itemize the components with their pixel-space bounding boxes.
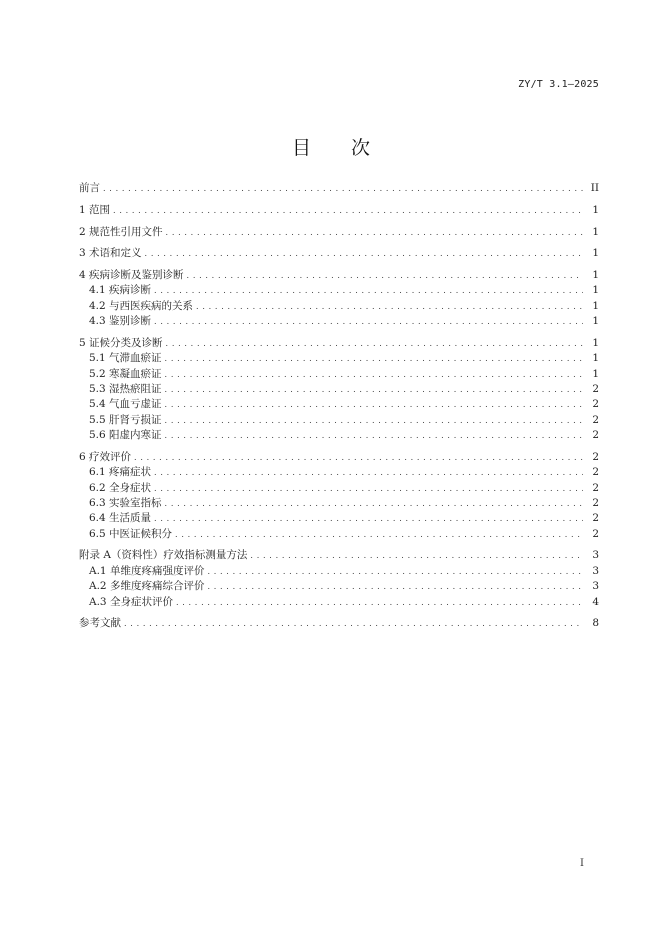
toc-entry-page: 2 [592, 512, 599, 525]
toc-entry[interactable] [79, 480, 599, 495]
toc-entry-page: 1 [592, 268, 599, 281]
toc-leader-dots [154, 465, 583, 480]
toc-entry-label: 附录 A（资料性）疗效指标测量方法 [79, 549, 248, 562]
toc-entry-label: 6.2 全身症状 [89, 481, 152, 494]
toc-entry-label: 3 术语和定义 [79, 247, 142, 260]
toc-leader-dots [250, 548, 583, 563]
toc-entry[interactable] [79, 465, 599, 480]
toc-leader-dots [165, 351, 583, 366]
toc-entry[interactable] [79, 511, 599, 526]
toc-entry[interactable] [79, 203, 599, 218]
toc-entry[interactable] [79, 548, 599, 563]
toc-entry[interactable] [79, 299, 599, 314]
toc-entry-label: 5.2 寒凝血瘀证 [89, 367, 162, 380]
toc-entry-page: 1 [592, 367, 599, 380]
toc-entry-page: 2 [592, 466, 599, 479]
toc-leader-dots [134, 450, 583, 465]
toc-leader-dots [113, 203, 583, 218]
toc-leader-dots [166, 225, 583, 240]
toc-entry-label: 6.4 生活质量 [89, 512, 152, 525]
toc-entry-label: 5.3 湿热瘀阻证 [89, 382, 162, 395]
toc-entry[interactable] [79, 564, 599, 579]
toc-entry-label: 4.1 疾病诊断 [89, 284, 152, 297]
toc-entry-page: 2 [592, 450, 599, 463]
toc-entry-page: 1 [592, 247, 599, 260]
toc-leader-dots [165, 496, 583, 511]
toc-entry[interactable] [79, 336, 599, 351]
toc-entry-page: 1 [592, 315, 599, 328]
toc-leader-dots [196, 299, 583, 314]
toc-entry-page: 2 [592, 413, 599, 426]
toc-entry-page: 2 [592, 497, 599, 509]
toc-entry[interactable] [79, 246, 599, 261]
toc-entry-label: A.2 多维度疼痛综合评价 [89, 580, 205, 593]
toc-entry-page: 1 [592, 299, 599, 312]
toc-entry-label: 4.2 与西医疾病的关系 [89, 299, 194, 312]
toc-entry-label: 5.4 气血亏虚证 [89, 398, 162, 411]
toc-entry[interactable] [79, 283, 599, 298]
toc-entry-page: 3 [592, 564, 599, 577]
toc-leader-dots [154, 283, 583, 298]
toc-entry-label: 前言 [79, 182, 100, 195]
toc-entry-page: 2 [592, 527, 599, 540]
toc-entry[interactable] [79, 351, 599, 366]
toc-entry[interactable] [79, 181, 599, 196]
toc-entry[interactable] [79, 413, 599, 428]
toc-entry[interactable] [79, 397, 599, 412]
toc-entry-page: 3 [592, 549, 599, 562]
toc-entry-label: A.3 全身症状评价 [89, 595, 173, 608]
toc-entry[interactable] [79, 579, 599, 594]
toc-leader-dots [145, 246, 583, 261]
toc-entry-page: 8 [592, 617, 599, 630]
toc-leader-dots [154, 481, 583, 496]
toc-entry-label: 6.5 中医证候积分 [89, 527, 173, 540]
toc-entry-page: 2 [592, 481, 599, 494]
toc-entry-label: A.1 单维度疼痛强度评价 [89, 564, 205, 577]
toc-entry-page: 1 [592, 203, 599, 216]
toc-entry[interactable] [79, 314, 599, 329]
title-char-2: 次 [351, 137, 371, 159]
toc-entry-label: 2 规范性引用文件 [79, 225, 163, 238]
toc-leader-dots [207, 579, 583, 594]
toc-leader-dots [124, 616, 583, 631]
toc-entry-page: 3 [592, 580, 599, 593]
standard-code: ZY/T 3.1—2025 [518, 79, 599, 90]
toc-leader-dots [165, 397, 583, 412]
toc-entry-page: 1 [592, 336, 599, 349]
toc-leader-dots [165, 382, 583, 397]
toc-entry[interactable] [79, 594, 599, 609]
toc-entry-label: 参考文献 [79, 617, 121, 630]
toc-entry-label: 5.6 阳虚内寒证 [89, 429, 162, 442]
toc-leader-dots [207, 564, 583, 579]
toc-leader-dots [166, 336, 583, 351]
toc-entry-label: 6 疗效评价 [79, 450, 132, 463]
toc-leader-dots [175, 527, 583, 542]
toc-leader-dots [103, 181, 583, 196]
toc-entry-label: 5 证候分类及诊断 [79, 336, 163, 349]
toc-entry-label: 4 疾病诊断及鉴别诊断 [79, 268, 184, 281]
toc-entry[interactable] [79, 496, 599, 511]
toc-leader-dots [165, 367, 583, 382]
toc-entry[interactable] [79, 616, 599, 631]
toc-entry-page: 1 [592, 284, 599, 297]
toc-entry-page: 2 [592, 382, 599, 395]
toc-entry[interactable] [79, 366, 599, 381]
toc-entry[interactable] [79, 268, 599, 283]
toc-entry-page: II [590, 182, 599, 195]
toc-leader-dots [165, 428, 583, 443]
table-of-contents [79, 181, 599, 632]
page-title [0, 133, 662, 160]
toc-entry[interactable] [79, 527, 599, 542]
toc-entry[interactable] [79, 224, 599, 239]
toc-entry[interactable] [79, 382, 599, 397]
toc-leader-dots [165, 413, 583, 428]
toc-entry-label: 6.3 实验室指标 [89, 497, 162, 509]
toc-entry-page: 4 [592, 595, 599, 608]
toc-leader-dots [154, 314, 583, 329]
toc-entry-label: 4.3 鉴别诊断 [89, 315, 152, 328]
toc-entry[interactable] [79, 428, 599, 443]
toc-leader-dots [176, 595, 583, 610]
page-number: I [580, 858, 584, 869]
toc-entry-page: 2 [592, 398, 599, 411]
toc-entry[interactable] [79, 450, 599, 465]
toc-entry-label: 5.5 肝肾亏损证 [89, 413, 162, 426]
toc-leader-dots [187, 268, 583, 283]
title-char-1: 目 [291, 137, 311, 159]
toc-entry-label: 5.1 气滞血瘀证 [89, 352, 162, 365]
toc-entry-label: 1 范围 [79, 203, 111, 216]
toc-leader-dots [154, 511, 583, 526]
toc-entry-page: 2 [592, 429, 599, 442]
toc-entry-label: 6.1 疼痛症状 [89, 466, 152, 479]
toc-entry-page: 1 [592, 352, 599, 365]
toc-entry-page: 1 [592, 225, 599, 238]
